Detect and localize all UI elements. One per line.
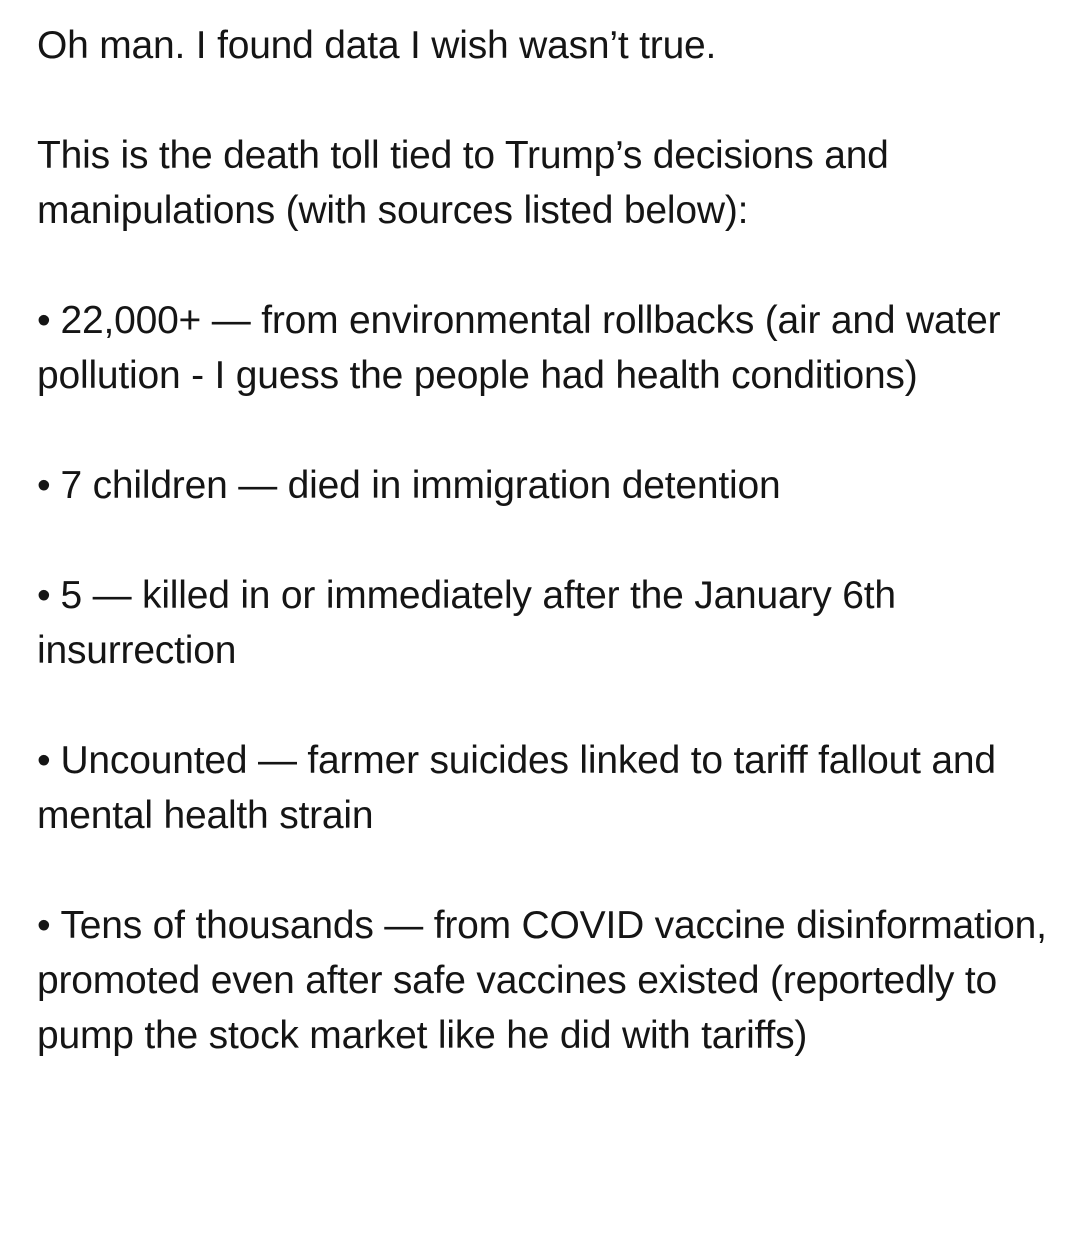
bullet-icon: • (37, 904, 51, 947)
list-item (37, 898, 1047, 1063)
bullet-icon: • (37, 464, 51, 507)
lead-paragraph: This is the death toll tied to Trump’s decisions and manipulations (with sources listed below): (37, 134, 900, 232)
list-item (37, 568, 1047, 678)
bullet-icon: • (37, 299, 51, 342)
list-item-text: 22,000+ — from environmental rollbacks (air and water pollution - I guess the people had health conditions) (37, 299, 1001, 397)
list-item (37, 458, 1047, 513)
list-item (37, 733, 1047, 843)
list-item-text: 5 — killed in or immediately after the January 6th insurrection (37, 574, 896, 672)
bullet-icon: • (37, 574, 51, 617)
list-item-text: Uncounted — farmer suicides linked to tariff fallout and mental health strain (37, 739, 996, 837)
list-item-text: 7 children — died in immigration detention (60, 464, 781, 507)
post-body (37, 18, 1047, 1118)
list-item (37, 293, 1047, 403)
bullet-icon: • (37, 739, 51, 782)
intro-line: Oh man. I found data I wish wasn’t true. (37, 24, 717, 67)
list-item-text: Tens of thousands — from COVID vaccine disinformation, promoted even after safe vaccines existed (reportedly to pump the stock market like he did with tariffs) (37, 904, 1047, 1057)
